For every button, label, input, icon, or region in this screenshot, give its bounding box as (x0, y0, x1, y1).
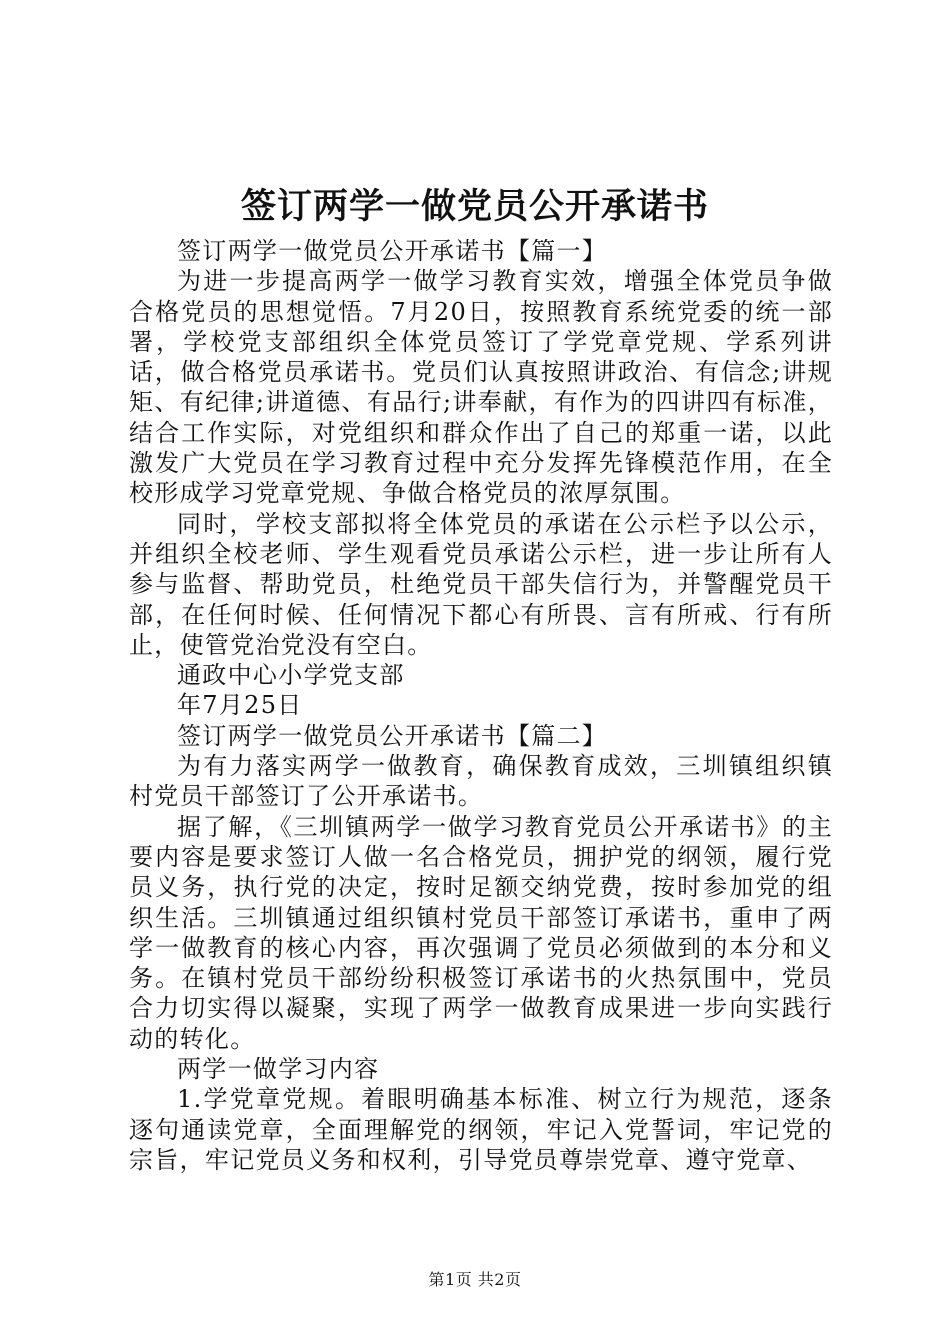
section-heading-part-two: 签订两学一做党员公开承诺书【篇二】 (177, 721, 608, 750)
paragraph: 1.学党章党规。着眼明确基本标准、树立行为规范，逐条逐句通读党章，全面理解党的纲领，牢记入党誓词，牢记党的宗旨，牢记党员义务和权利，引导党员尊崇党章、遵守党章、 (129, 1085, 833, 1174)
section-heading-study-content: 两学一做学习内容 (177, 1055, 380, 1084)
section-heading-part-one: 签订两学一做党员公开承诺书【篇一】 (177, 237, 608, 265)
signature-date: 年7月25日 (177, 691, 303, 720)
paragraph: 为进一步提高两学一做学习教育实效，增强全体党员争做合格党员的思想觉悟。7月20日，按照教育系统党委的统一部署，学校党支部组织全体党员签订了学党章党规、学系列讲话，做合格党员承诺书。党员们认真按照讲政治、有信念;讲规矩、有纪律;讲道德、有品行;讲奉献，有作为的四讲四有标准，结合工作实际，对党组织和群众作出了自己的郑重一诺，以此激发广大党员在学习教育过程中充分发挥先锋模范作用，在全校形成学习党章党规、争做合格党员的浓厚氛围。 (129, 267, 833, 508)
paragraph: 同时，学校支部拟将全体党员的承诺在公示栏予以公示，并组织全校老师、学生观看党员承诺公示栏，进一步让所有人参与监督、帮助党员，杜绝党员干部失信行为，并警醒党员干部，在任何时候、任何情况下都心有所畏、言有所戒、行有所止，使管党治党没有空白。 (129, 509, 833, 659)
page-footer: 第1页 共2页 (428, 1270, 522, 1289)
document-body (129, 236, 833, 1175)
paragraph: 据了解，《三圳镇两学一做学习教育党员公开承诺书》的主要内容是要求签订人做一名合格党员，拥护党的纲领，履行党员义务，执行党的决定，按时足额交纳党费，按时参加党的组织生活。三圳镇通过组织镇村党员干部签订承诺书，重申了两学一做教育的核心内容，再次强调了党员必须做到的本分和义务。在镇村党员干部纷纷积极签订承诺书的火热氛围中，党员合力切实得以凝聚，实现了两学一做教育成果进一步向实践行动的转化。 (129, 812, 833, 1053)
signature-organization: 通政中心小学党支部 (177, 661, 405, 690)
paragraph: 为有力落实两学一做教育，确保教育成效，三圳镇组织镇村党员干部签订了公开承诺书。 (129, 752, 833, 811)
document-title: 签订两学一做党员公开承诺书 (240, 186, 709, 227)
